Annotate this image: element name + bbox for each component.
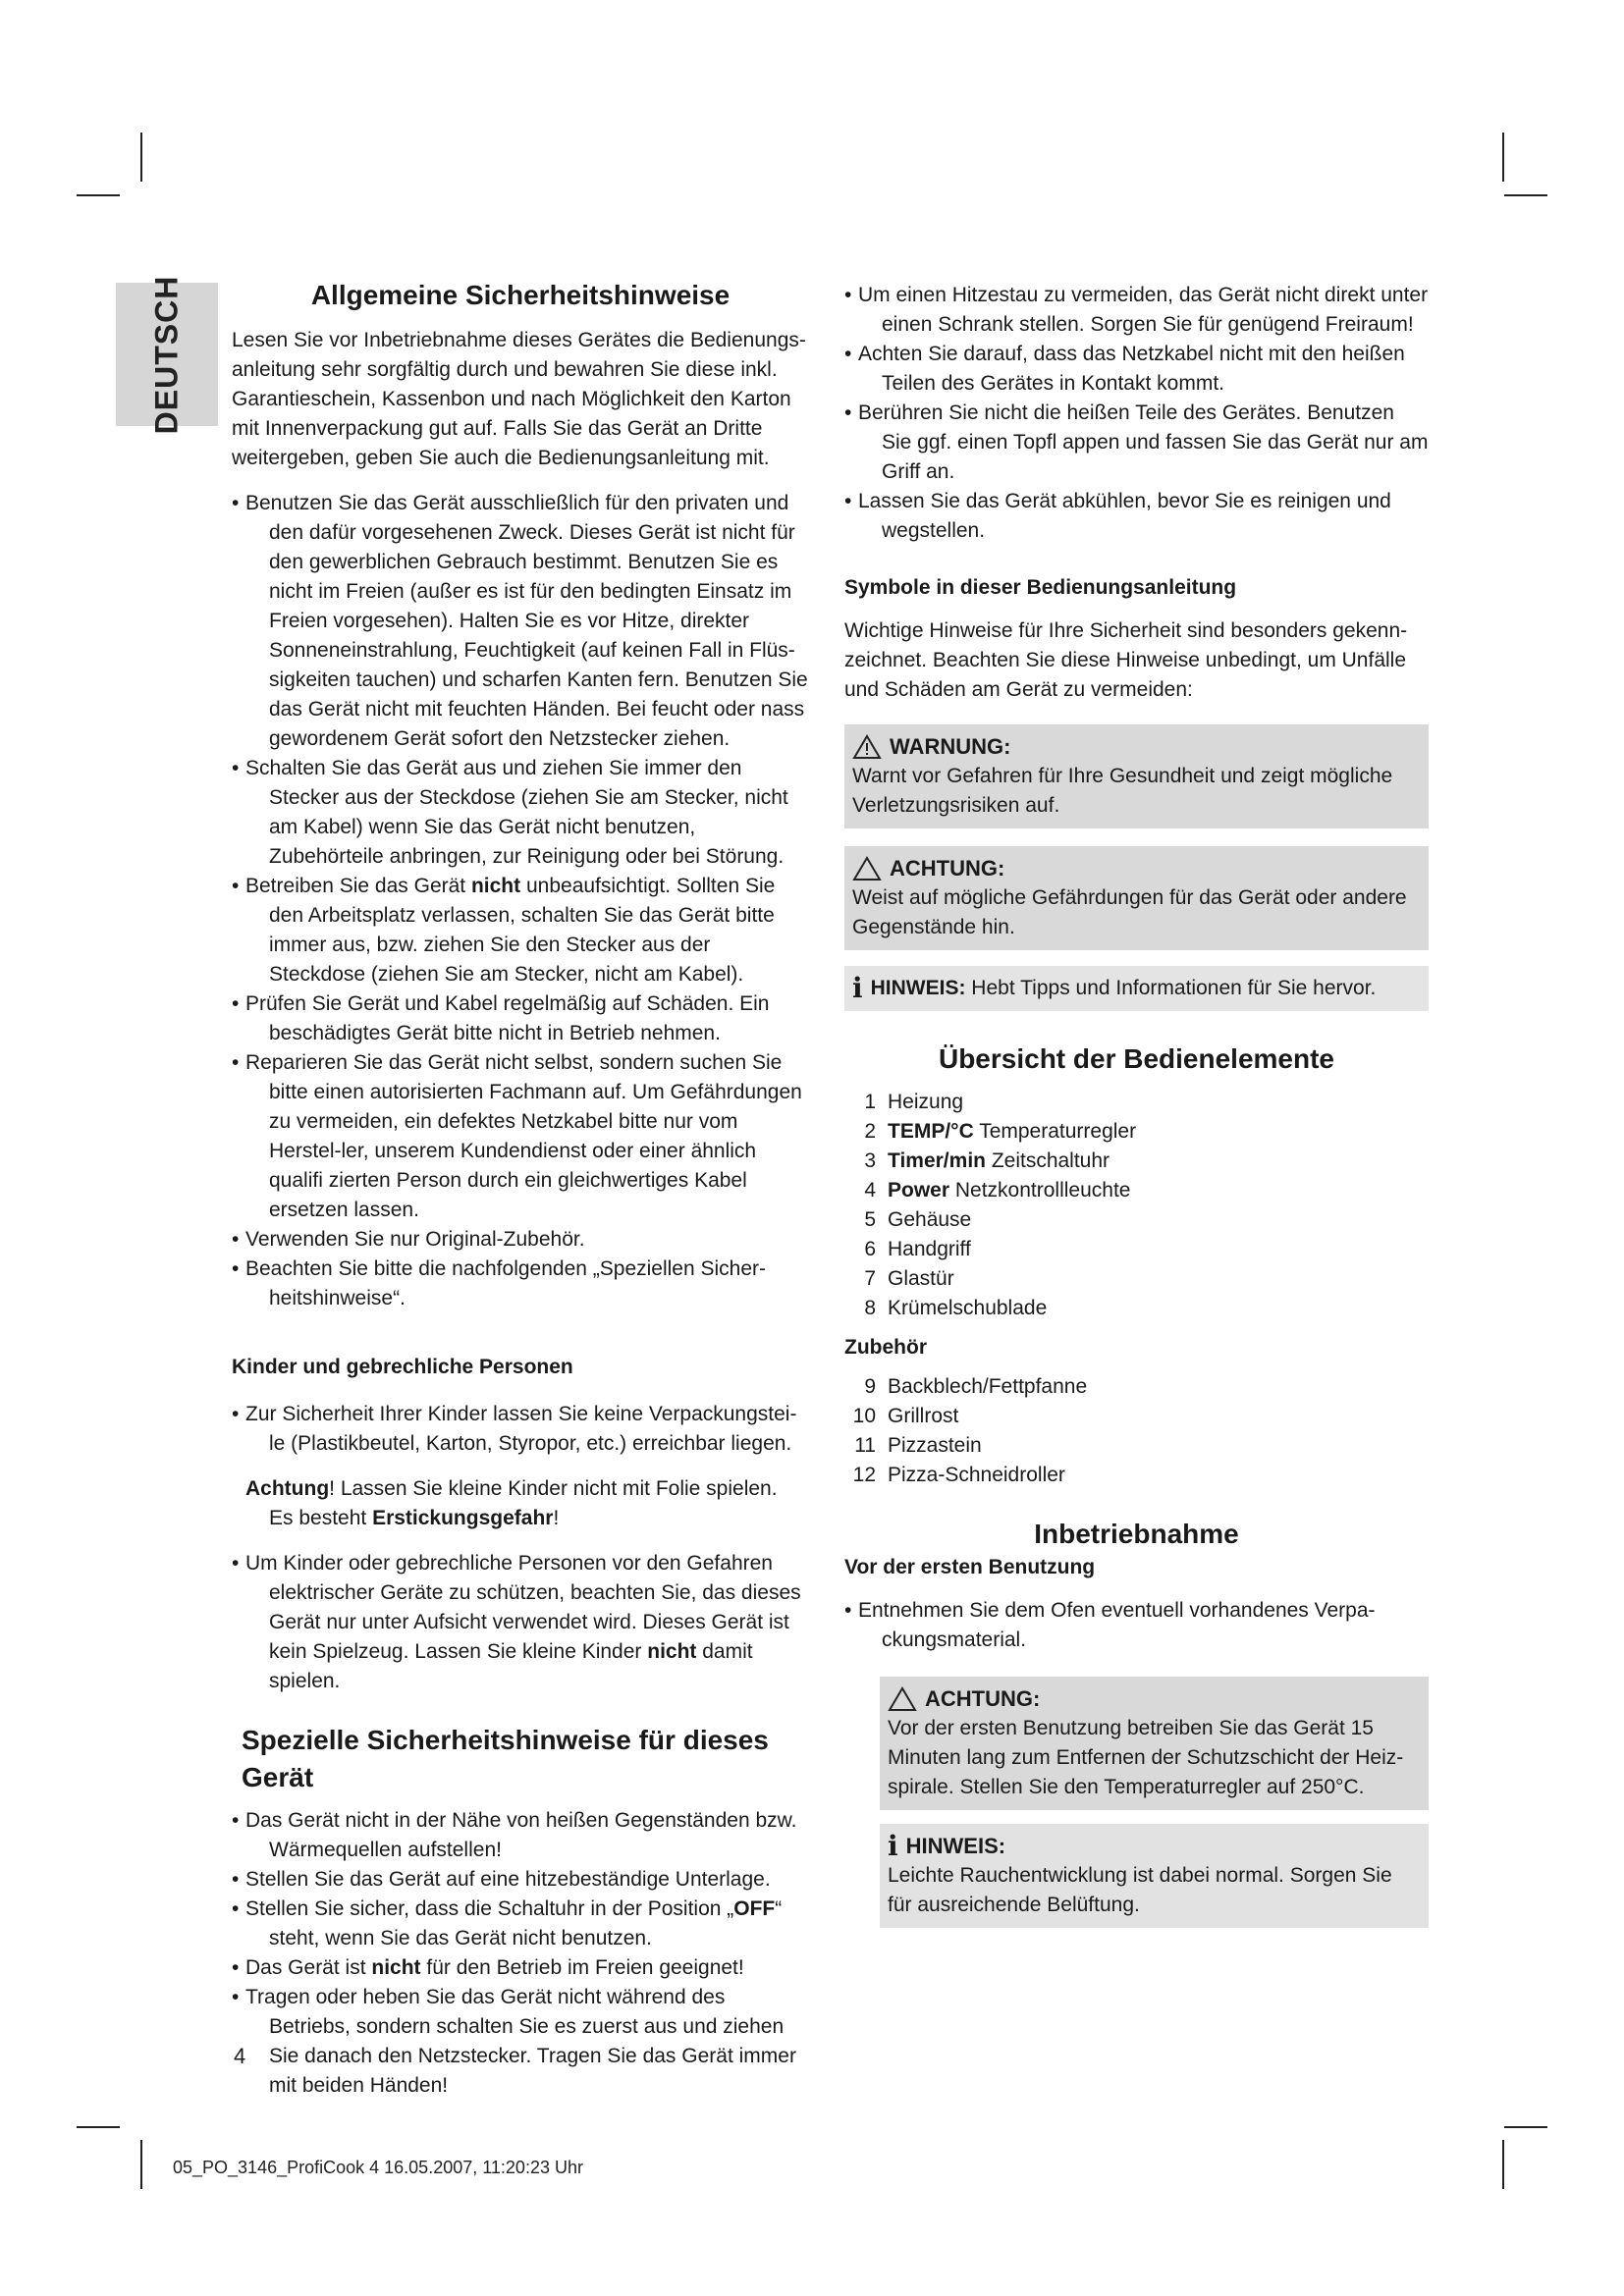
caution-text-2: Vor der ersten Benutzung betreiben Sie das Gerät 15 Minuten lang zum Entfernen der Schutzschicht der Heiz-spirale. Stellen Sie den Temperaturregler auf 250°C. — [888, 1717, 1404, 1798]
special-safety-title: Spezielle Sicherheitshinweise für dieses Gerät — [242, 1725, 769, 1792]
list-item: • Tragen oder heben Sie das Gerät nicht während des Betriebs, sondern schalten Sie es zuerst aus und ziehen Sie danach den Netzstecker. Tragen Sie das Gerät immer mit beiden Händen! — [232, 1983, 809, 2101]
hint-title-2: i HINWEIS: — [888, 1830, 1006, 1862]
kids-note: Achtung! Lassen Sie kleine Kinder nicht mit Folie spielen. Es besteht Erstickungsgefahr! — [245, 1477, 778, 1529]
list-item: 5 Gehäuse — [864, 1208, 972, 1231]
list-item: 12 Pizza-Schneidroller — [852, 1464, 1065, 1486]
list-item: • Beachten Sie bitte die nachfolgenden „Speziellen Sicher-heitshinweise“. — [232, 1255, 809, 1313]
warning-box — [844, 724, 1429, 828]
list-item: • Achten Sie darauf, dass das Netzkabel nicht mit den heißen Teilen des Gerätes in Kontakt kommt. — [844, 340, 1429, 399]
info-icon: i — [852, 972, 863, 1004]
general-safety-list — [232, 489, 809, 1313]
list-item: 11 Pizzastein — [854, 1434, 982, 1457]
symbols-intro: Wichtige Hinweise für Ihre Sicherheit sind besonders gekenn-zeichnet. Beachten Sie diese Hinweise unbedingt, um Unfälle und Schäden am Gerät zu vermeiden: — [844, 619, 1408, 701]
caution-title: ACHTUNG: — [852, 854, 1421, 883]
crop-mark — [1504, 2126, 1547, 2128]
list-item: • Das Gerät ist nicht für den Betrieb im Freien geeignet! — [232, 1953, 809, 1983]
symbols-heading: Symbole in dieser Bedienungsanleitung — [844, 576, 1237, 599]
list-item: 9 Backblech/Fettpfanne — [864, 1375, 1088, 1398]
warning-title: WARNUNG: — [852, 732, 1421, 762]
list-item: 6 Handgriff — [864, 1238, 971, 1260]
crop-mark — [1504, 194, 1547, 196]
page-number: 4 — [234, 2044, 246, 2068]
warning-text: Warnt vor Gefahren für Ihre Gesundheit und zeigt mögliche Verletzungsrisiken auf. — [852, 765, 1393, 817]
list-item: 10 Grillrost — [852, 1405, 959, 1427]
list-item: • Berühren Sie nicht die heißen Teile des Gerätes. Benutzen Sie ggf. einen Topfl appen und fassen Sie das Gerät nur am Griff an. — [844, 399, 1429, 487]
heat-safety-list — [844, 281, 1429, 546]
list-item: • Zur Sicherheit Ihrer Kinder lassen Sie keine Verpackungstei-le (Plastikbeutel, Karton, Styropor, etc.) erreichbar liegen. — [232, 1400, 809, 1459]
list-item: • Lassen Sie das Gerät abkühlen, bevor Sie es reinigen und wegstellen. — [844, 487, 1429, 546]
accessories-list — [844, 1372, 1429, 1490]
list-item: • Entnehmen Sie dem Ofen eventuell vorhandenes Verpa-ckungsmaterial. — [844, 1596, 1429, 1655]
list-item: • Um Kinder oder gebrechliche Personen vor den Gefahren elektrischer Geräte zu schützen, beachten Sie, das dieses Gerät nur unter Aufsicht verwendet wird. Dieses Gerät ist kein Spielzeug. Lassen Sie kleine Kinder nicht damit spielen. — [232, 1549, 809, 1696]
list-item: • Benutzen Sie das Gerät ausschließlich für den privaten und den dafür vorgesehenen Zweck. Dieses Gerät ist nicht für den gewerblichen Gebrauch bestimmt. Benutzen Sie es nicht im Freien (außer es ist für den bedingten Einsatz im Freien vorgesehen). Halten Sie es vor Hitze, direkter Sonneneinstrahlung, Feuchtigkeit (auf keinen Fall in Flüs-sigkeiten tauchen) und scharfen Kanten fern. Benutzen Sie das Gerät nicht mit feuchten Händen. Bei feucht oder nass gewordenem Gerät sofort den Netzstecker ziehen. — [232, 489, 809, 754]
language-tab-label: DEUTSCH — [148, 275, 185, 434]
kids-list — [232, 1400, 809, 1459]
list-item: 2 TEMP/°C Temperaturregler — [864, 1120, 1137, 1143]
list-item: 7 Glastür — [864, 1267, 954, 1290]
parts-list — [844, 1088, 1429, 1323]
crop-mark — [77, 194, 120, 196]
list-item: 8 Krümelschublade — [864, 1297, 1048, 1319]
caution-triangle-icon — [888, 1686, 917, 1712]
list-item: 1 Heizung — [864, 1091, 964, 1113]
first-use-list — [844, 1596, 1429, 1655]
language-tab — [116, 275, 218, 434]
list-item: • Stellen Sie das Gerät auf eine hitzebeständige Unterlage. — [232, 1865, 809, 1895]
crop-mark — [1502, 2140, 1504, 2189]
overview-title: Übersicht der Bedienelemente — [938, 1043, 1335, 1074]
caution-box-2 — [880, 1677, 1429, 1810]
special-safety-list — [232, 1806, 809, 2101]
list-item: 3 Timer/min Zeitschaltuhr — [864, 1149, 1110, 1172]
list-item: • Prüfen Sie Gerät und Kabel regelmäßig auf Schäden. Ein beschädigtes Gerät bitte nicht in Betrieb nehmen. — [232, 989, 809, 1048]
hint-text-2: Leichte Rauchentwicklung ist dabei normal. Sorgen Sie für ausreichende Belüftung. — [888, 1864, 1392, 1916]
caution-title-2: ACHTUNG: — [888, 1684, 1421, 1714]
print-footer: 05_PO_3146_ProfiCook 4 16.05.2007, 11:20:23 Uhr — [173, 2158, 583, 2177]
intro-paragraph: Lesen Sie vor Inbetriebnahme dieses Gerätes die Bedienungs-anleitung sehr sorgfältig durch und bewahren Sie diese inkl. Garantieschein, Kassenbon und nach Möglichkeit den Karton mit Innenverpackung gut auf. Falls Sie das Gerät an Dritte weitergeben, geben Sie auch die Bedienungsanleitung mit. — [232, 329, 806, 469]
info-icon: i — [888, 1830, 898, 1862]
hint-box-2 — [880, 1824, 1429, 1928]
warning-triangle-icon — [852, 734, 882, 760]
list-item: 4 Power Netzkontrollleuchte — [864, 1179, 1131, 1201]
kids-list-2 — [232, 1549, 809, 1696]
kids-heading: Kinder und gebrechliche Personen — [232, 1356, 573, 1378]
right-column — [844, 277, 1429, 1928]
crop-mark — [77, 2126, 120, 2128]
caution-text: Weist auf mögliche Gefährdungen für das Gerät oder andere Gegenstände hin. — [852, 886, 1407, 938]
hint-box: i HINWEIS: Hebt Tipps und Informationen für Sie hervor. — [844, 966, 1429, 1011]
accessories-heading: Zubehör — [844, 1336, 927, 1359]
crop-mark — [1502, 133, 1504, 182]
startup-title: Inbetriebnahme — [1034, 1519, 1239, 1549]
list-item: • Das Gerät nicht in der Nähe von heißen Gegenständen bzw. Wärmequellen aufstellen! — [232, 1806, 809, 1865]
first-use-heading: Vor der ersten Benutzung — [844, 1556, 1096, 1578]
list-item: • Reparieren Sie das Gerät nicht selbst, sondern suchen Sie bitte einen autorisierten Fachmann auf. Um Gefährdungen zu vermeiden, ein defektes Netzkabel bitte nur vom Herstel-ler, unserem Kundendienst oder einer ähnlich qualifi zierten Person durch ein gleichwertiges Kabel ersetzen lassen. — [232, 1048, 809, 1225]
caution-box — [844, 846, 1429, 950]
list-item: • Schalten Sie das Gerät aus und ziehen Sie immer den Stecker aus der Steckdose (ziehen Sie am Stecker, nicht am Kabel) wenn Sie das Gerät nicht benutzen, Zubehörteile anbringen, zur Reinigung oder bei Störung. — [232, 754, 809, 872]
general-safety-title: Allgemeine Sicherheitshinweise — [310, 280, 731, 310]
crop-mark — [140, 2140, 142, 2189]
list-item: • Stellen Sie sicher, dass die Schaltuhr in der Position „OFF“ steht, wenn Sie das Gerät nicht benutzen. — [232, 1895, 809, 1953]
list-item: • Betreiben Sie das Gerät nicht unbeaufsichtigt. Sollten Sie den Arbeitsplatz verlassen, schalten Sie das Gerät bitte immer aus, bzw. ziehen Sie den Stecker aus der Steckdose (ziehen Sie am Stecker, nicht am Kabel). — [232, 872, 809, 989]
crop-mark — [140, 133, 142, 182]
left-column — [232, 277, 809, 2101]
list-item: • Um einen Hitzestau zu vermeiden, das Gerät nicht direkt unter einen Schrank stellen. Sorgen Sie für genügend Freiraum! — [844, 281, 1429, 340]
caution-triangle-icon — [852, 856, 882, 881]
list-item: • Verwenden Sie nur Original-Zubehör. — [232, 1225, 809, 1255]
